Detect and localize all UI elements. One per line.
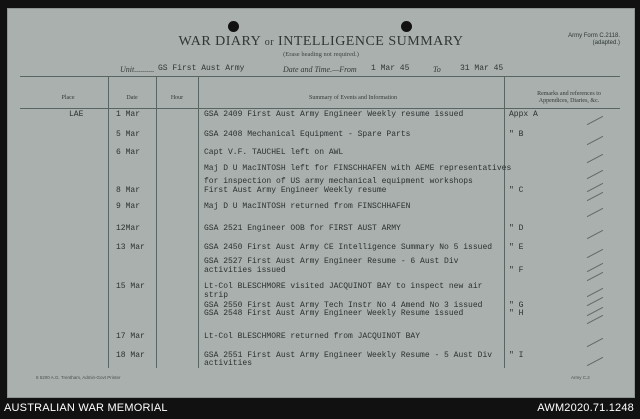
punch-hole [401,21,412,32]
date-time-label: Date and Time.—From [283,65,357,74]
col-date: Date [126,95,138,101]
army-form-sub: (adapted.) [592,40,620,46]
entry-reference: " E [509,243,524,252]
check-mark [587,183,603,192]
archive-caption: AUSTRALIAN WAR MEMORIAL [4,402,168,414]
check-mark [587,136,603,145]
entry-summary: activities issued [204,266,286,275]
title-or: or [264,37,275,48]
entry-date: 5 Mar [116,130,141,139]
check-mark [587,272,603,281]
check-mark [587,192,603,201]
unit-field: Unit.......... [120,65,155,74]
diary-sheet [7,8,635,398]
title-subnote: (Erase heading not required.) [283,51,359,58]
entry-summary: Maj D U MacINTOSH returned from FINSCHHAFEN [204,202,411,211]
entry-date: 8 Mar [116,186,141,195]
check-mark [587,249,603,258]
entry-reference: " B [509,130,524,139]
entry-summary: GSA 2527 First Aust Army Engineer Resume - 6 Aust Div [204,257,459,266]
entry-summary: GSA 2450 First Aust Army CE Intelligence Summary No 5 issued [204,243,493,252]
check-mark [587,170,603,179]
entry-summary: for inspection of US army mechanical equipment workshops [204,177,473,186]
entry-summary: strip [204,291,229,300]
entry-summary: Lt-Col BLESCHMORE visited JACQUINOT BAY to inspect new air [204,282,483,291]
check-mark [587,357,603,366]
check-mark [587,288,603,297]
entry-summary: Maj D U MacINTOSH left for FINSCHHAFEN with AEME representatives [204,164,512,173]
column-header-rule [20,108,620,109]
from-value: 1 Mar 45 [371,64,410,73]
check-mark [587,116,603,125]
check-mark [587,315,603,324]
column-divider [504,76,505,368]
entry-summary: Lt-Col BLESCHMORE returned from JACQUINOT BAY [204,332,421,341]
entry-place: LAE [69,110,84,119]
col-remarks [506,91,632,105]
unit-label: Unit [120,65,135,74]
entry-reference: " H [509,309,524,318]
to-label: To [433,65,441,74]
entry-date: 13 Mar [116,243,145,252]
entry-reference: Appx A [509,110,538,119]
entry-date: 17 Mar [116,332,145,341]
check-mark [587,230,603,239]
entry-reference: " D [509,224,524,233]
entry-summary: GSA 2548 First Aust Army Engineer Weekly Resume issued [204,309,464,318]
entry-summary: GSA 2550 First Aust Army Tech Instr No 4 Amend No 3 issued [204,301,483,310]
entry-summary: GSA 2408 Mechanical Equipment - Spare Parts [204,130,411,139]
army-form-label [568,33,620,47]
entry-summary: Capt V.F. TAUCHEL left on AWL [204,148,344,157]
form-footer: Army C.2 [571,375,590,380]
entry-date: 15 Mar [116,282,145,291]
check-mark [587,297,603,306]
entry-date: 1 Mar [116,110,141,119]
entry-summary: GSA 2409 First Aust Army Engineer Weekly resume issued [204,110,464,119]
entry-summary: First Aust Army Engineer Weekly resume [204,186,387,195]
col-remarks-line1: Remarks and references to [537,91,601,97]
to-value: 31 Mar 45 [460,64,504,73]
column-divider [198,76,199,368]
entry-date: 18 Mar [116,351,145,360]
check-mark [587,154,603,163]
printer-footer: 8 5200 A.G. Trentham, Admin-Govt Printer [36,375,121,380]
check-mark [587,263,603,272]
archive-reference: AWM2020.71.1248 [537,402,634,414]
check-mark [587,208,603,217]
entry-reference: " I [509,351,524,360]
col-summary: Summary of Events and Information [309,95,397,101]
entry-date: 12Mar [116,224,141,233]
header-rule [20,76,620,77]
title-war-diary: WAR DIARY [178,34,261,49]
check-mark [587,338,603,347]
entry-summary: GSA 2551 First Aust Army Engineer Weekly Resume - 5 Aust Div [204,351,493,360]
entry-summary: activities [204,359,253,368]
col-remarks-line2: Appendices, Diaries, &c. [538,98,600,104]
entry-reference: " F [509,266,524,275]
col-place: Place [61,95,75,101]
column-divider [108,76,109,368]
title-intelligence-summary: INTELLIGENCE SUMMARY [278,34,464,49]
col-hour: Hour [170,95,184,101]
form-title [8,34,634,50]
army-form-number: Army Form C.2118. [568,33,620,39]
unit-value: GS First Aust Army [158,64,245,73]
entry-date: 9 Mar [116,202,141,211]
entry-reference: " G [509,301,524,310]
entry-reference: " C [509,186,524,195]
column-divider [156,76,157,368]
entry-date: 6 Mar [116,148,141,157]
entry-summary: GSA 2521 Engineer OOB for FIRST AUST ARMY [204,224,401,233]
punch-hole [228,21,239,32]
